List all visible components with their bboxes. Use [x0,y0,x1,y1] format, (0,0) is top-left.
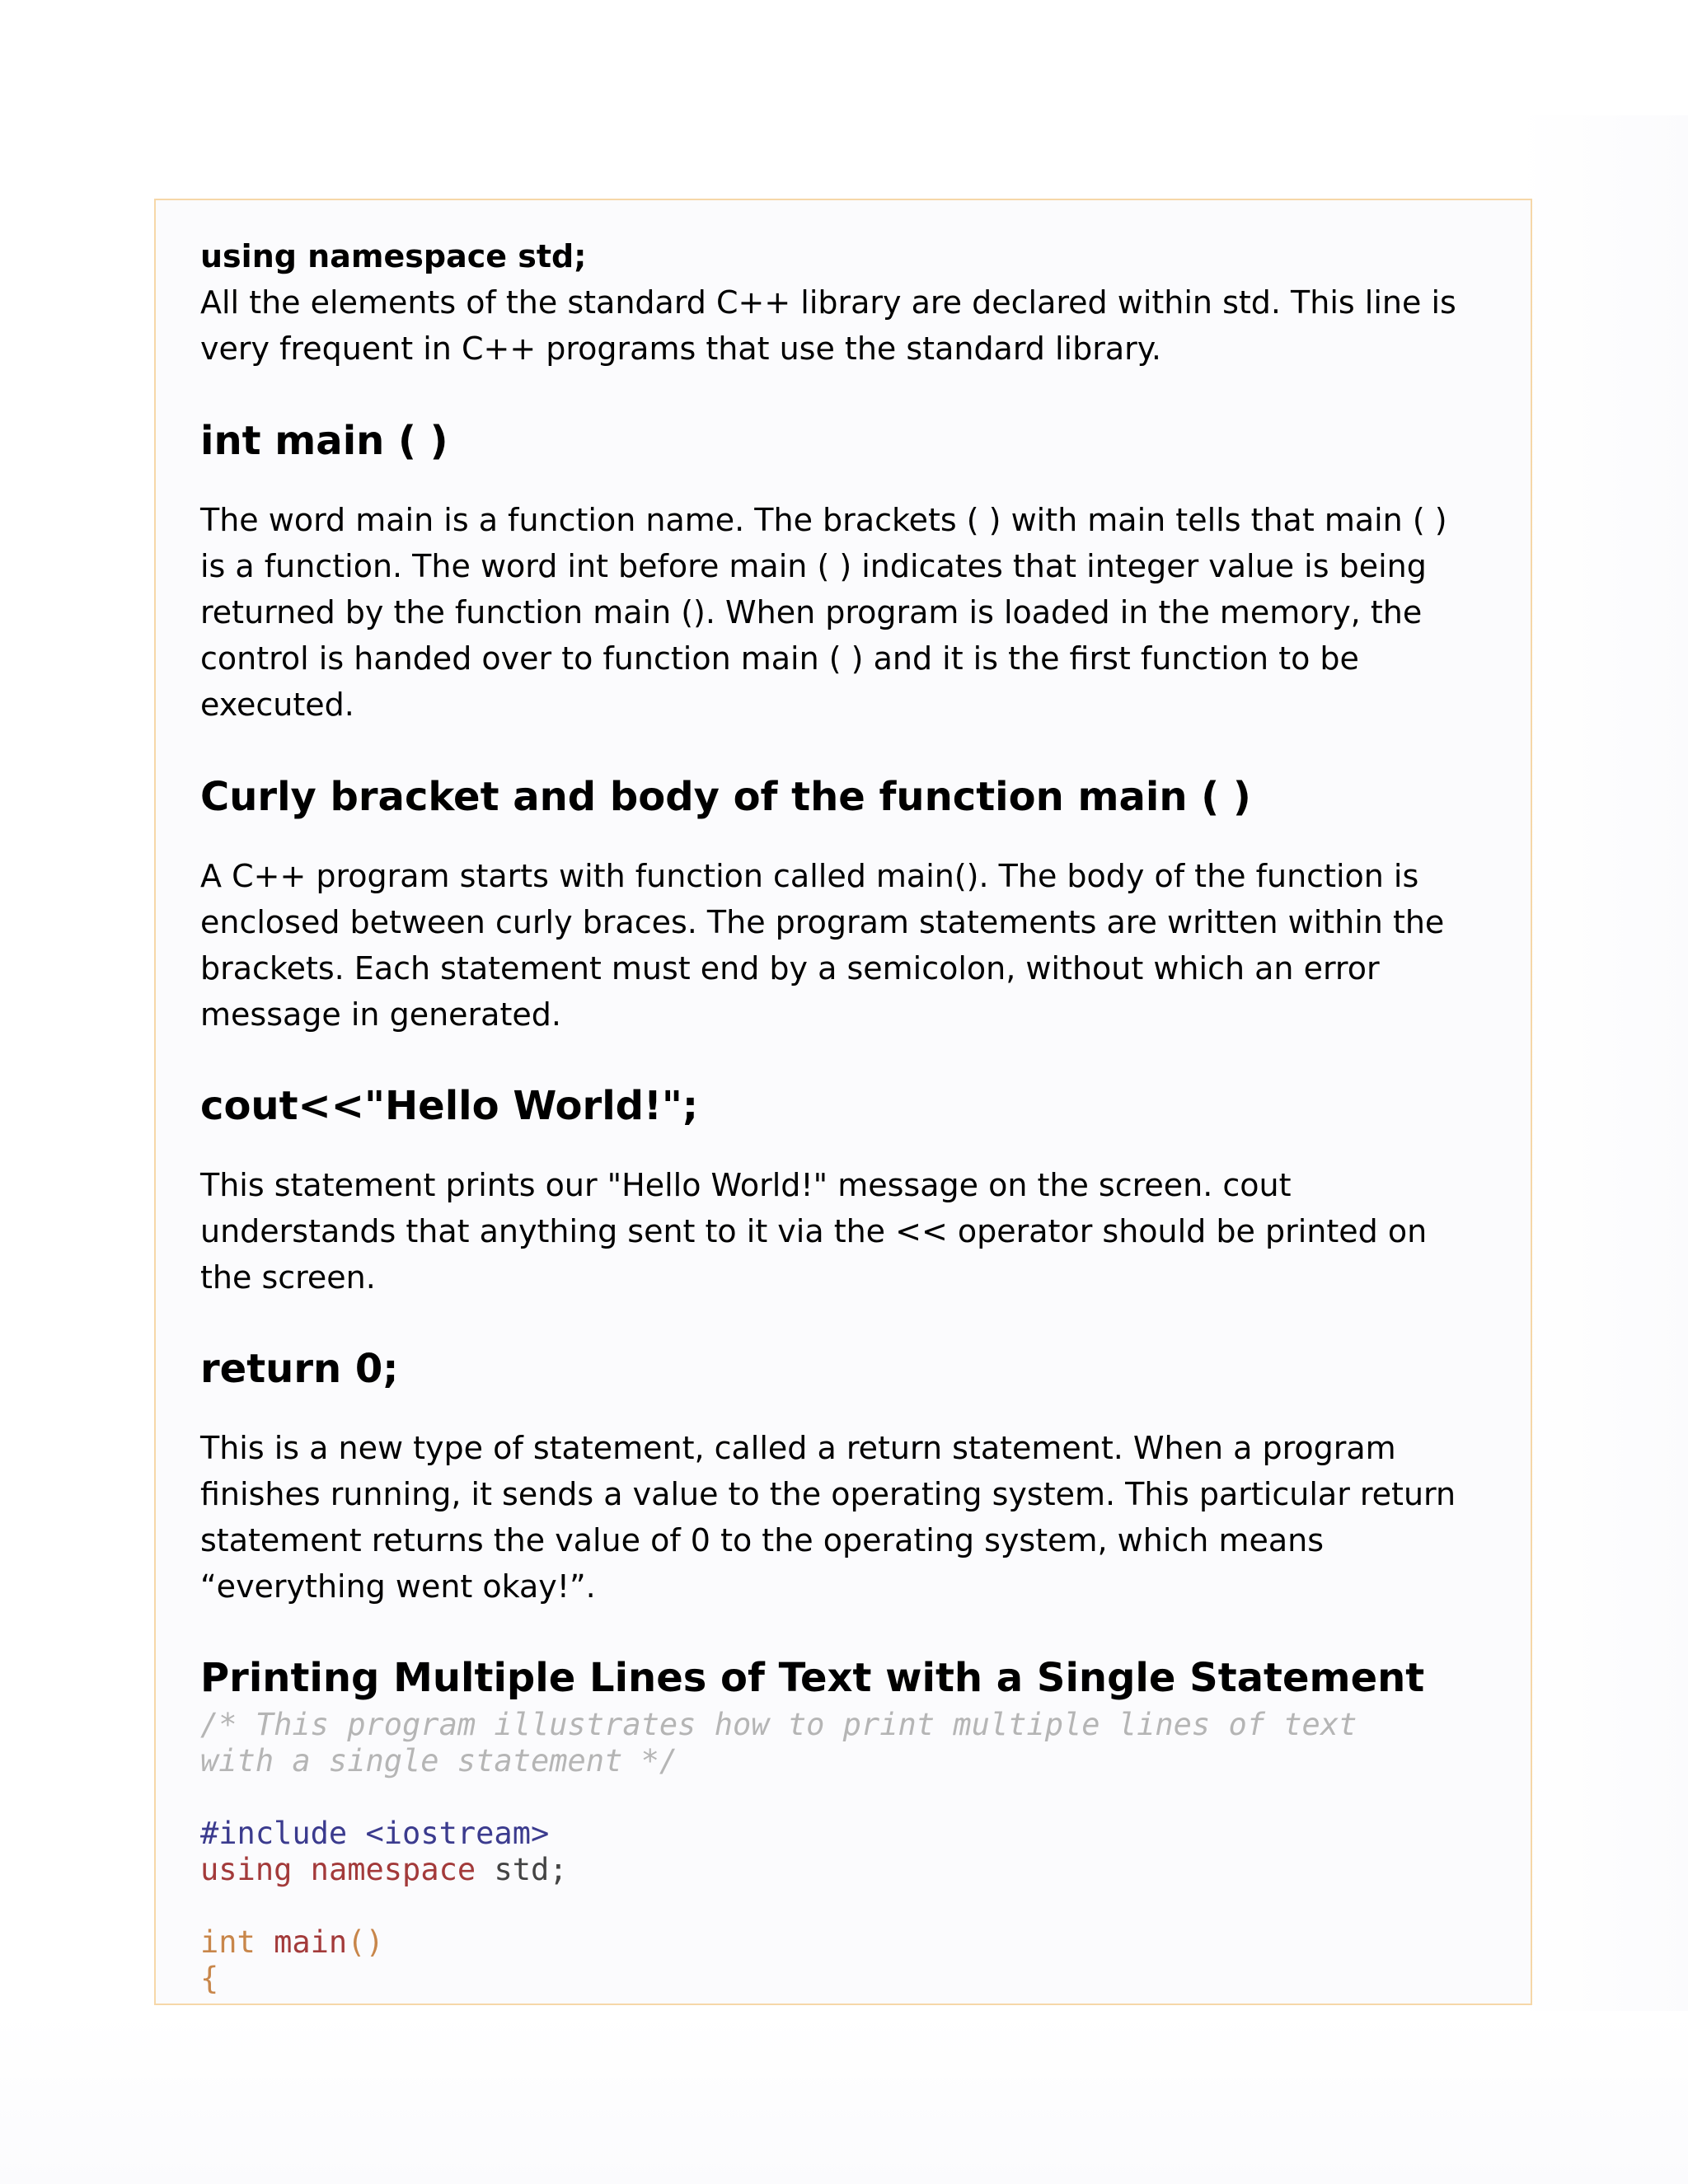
code-comment-line: /* This program illustrates how to print multiple lines of text [200,1707,1357,1742]
return-heading: return 0; [200,1346,399,1392]
paragraph-line: This statement prints our "Hello World!" message on the screen. cout [200,1167,1292,1203]
page-background-fade-bottom [0,2011,1688,2184]
printing-heading: Printing Multiple Lines of Text with a Single Statement [200,1655,1425,1701]
code-parens: () [347,1924,384,1960]
paragraph-line: message in generated. [200,996,561,1033]
code-open-brace: { [200,1961,219,1996]
section-printing-multiple-lines [200,1653,1494,1703]
paragraph-line: “everything went okay!”. [200,1568,596,1605]
paragraph-line: The word main is a function name. The brackets ( ) with main tells that main ( ) [200,502,1447,538]
section-cout [200,1081,1494,1131]
code-main-line [200,1924,1494,1961]
paragraph-line: very frequent in C++ programs that use the standard library. [200,330,1161,367]
code-int-keyword: int [200,1924,256,1960]
code-std-name: std [494,1852,550,1887]
code-main-name: main [274,1924,348,1960]
section-cout-body [200,1162,1494,1301]
code-comment-line: with a single statement */ [200,1743,678,1779]
int-main-heading: int main ( ) [200,418,448,464]
code-semicolon: ; [549,1852,568,1887]
paragraph-line: enclosed between curly braces. The program statements are written within the [200,904,1445,940]
paragraph-line: understands that anything sent to it via the << operator should be printed on [200,1213,1428,1249]
paragraph-line: finishes running, it sends a value to the operating system. This particular return [200,1476,1456,1512]
paragraph-line: brackets. Each statement must end by a semicolon, without which an error [200,950,1380,987]
section-int-main-body [200,497,1494,728]
paragraph-line: returned by the function main (). When program is loaded in the memory, the [200,594,1423,630]
paragraph-line: A C++ program starts with function called main(). The body of the function is [200,858,1419,894]
code-include-line [200,1816,1494,1852]
code-blank-line [200,1888,1494,1924]
paragraph-line: statement returns the value of 0 to the operating system, which means [200,1522,1325,1558]
paragraph-line: the screen. [200,1259,376,1296]
section-return [200,1344,1494,1394]
code-blank-line [200,1779,1494,1816]
section-using-namespace [200,233,1494,372]
code-include-directive: #include [200,1816,348,1851]
paragraph-line: This is a new type of statement, called a return statement. When a program [200,1430,1396,1466]
section-return-body [200,1425,1494,1610]
cout-heading: cout<<"Hello World!"; [200,1083,699,1129]
code-block [200,1707,1494,1997]
code-using-keyword: using [200,1852,293,1887]
section-curly-bracket-body [200,853,1494,1038]
curly-bracket-heading: Curly bracket and body of the function main ( ) [200,774,1251,820]
paragraph-line: executed. [200,687,354,723]
paragraph-line: is a function. The word int before main ( ) indicates that integer value is being [200,548,1427,584]
paragraph-line: All the elements of the standard C++ library are declared within std. This line is [200,284,1456,321]
code-brace-line [200,1961,1494,1997]
using-namespace-title: using namespace std; [200,238,587,274]
section-int-main [200,416,1494,466]
page-background-fade [1517,115,1688,2184]
section-curly-bracket [200,772,1494,822]
content-frame [154,199,1532,2005]
paragraph-line: control is handed over to function main ( ) and it is the first function to be [200,640,1359,677]
code-include-header: <iostream> [365,1816,550,1851]
code-using-line [200,1852,1494,1888]
code-namespace-keyword: namespace [310,1852,476,1887]
